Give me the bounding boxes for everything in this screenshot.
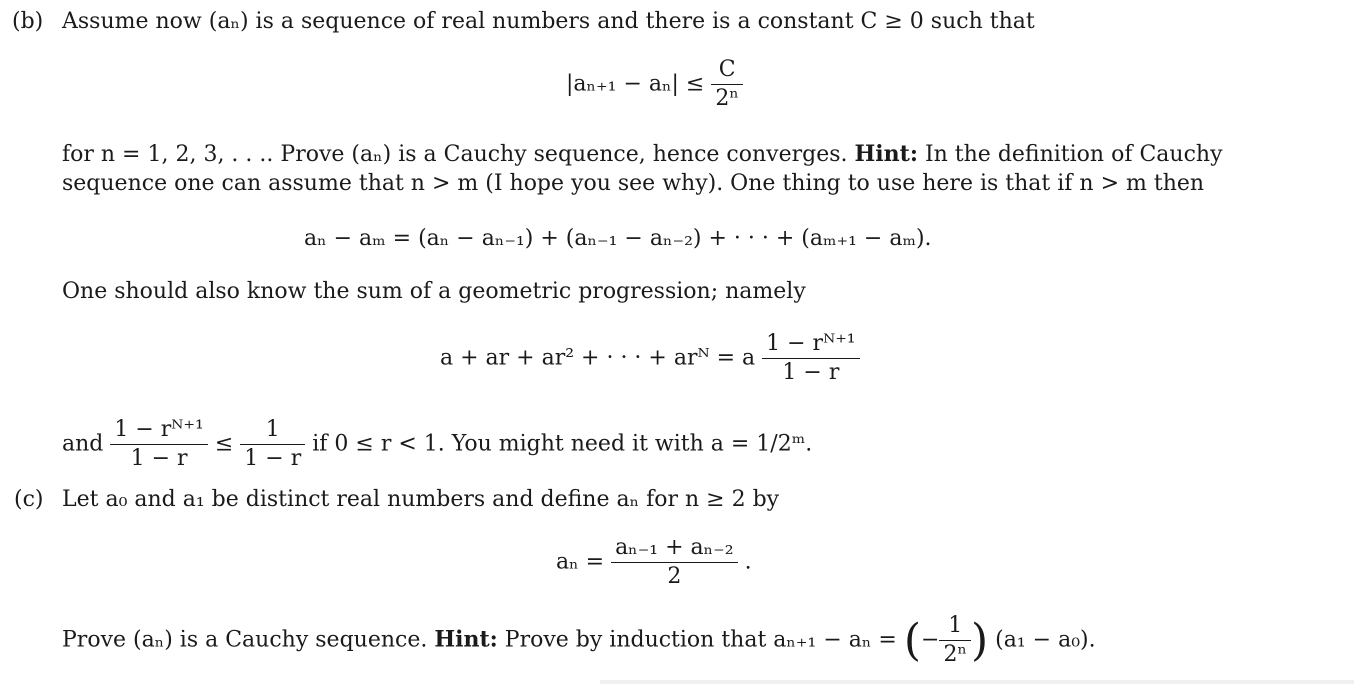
hint-label-b: Hint: — [854, 141, 918, 167]
hint-label-c: Hint: — [434, 626, 498, 653]
recurrence-fraction — [611, 534, 738, 591]
inequality-denominator: 2ⁿ — [715, 86, 739, 111]
telescoping-sum: aₙ − aₘ = (aₙ − aₙ₋₁) + (aₙ₋₁ − aₙ₋₂) + · · · + (aₘ₊₁ − aₘ). — [304, 226, 932, 251]
and-numerator-2: 1 — [240, 416, 305, 445]
leq-sign: ≤ — [214, 431, 234, 457]
geometric-fraction — [762, 330, 859, 387]
recurrence-display — [556, 534, 752, 591]
part-b-label: (b) — [12, 9, 44, 34]
and-tail: if 0 ≤ r < 1. You might need it with a = 1/2ᵐ. — [312, 431, 813, 457]
hint-text-b: In the definition of Cauchy — [924, 142, 1223, 167]
and-inequality-line — [62, 416, 812, 473]
geometric-numerator: 1 − rᴺ⁺¹ — [762, 330, 859, 359]
part-c-label: (c) — [14, 487, 44, 512]
hint-denominator: 2ⁿ — [943, 642, 967, 667]
geometric-intro: One should also know the sum of a geometric progression; namely — [62, 279, 806, 304]
prove-text: Prove (aₙ) is a Cauchy sequence. — [62, 627, 428, 653]
and-denominator-1: 1 − r — [130, 446, 188, 471]
paren-close: ) — [970, 615, 989, 666]
prove-line — [62, 612, 1096, 669]
inequality-fraction — [711, 56, 743, 113]
hint-numerator: 1 — [939, 612, 971, 641]
cauchy-line: sequence one can assume that n > m (I hope you see why). One thing to use here is that if n > m then — [62, 171, 1205, 196]
and-numerator-1: 1 − rᴺ⁺¹ — [110, 416, 207, 445]
minus-sign: − — [921, 627, 940, 653]
recurrence-tail: . — [744, 549, 752, 575]
part-b-intro: Assume now (aₙ) is a sequence of real numbers and there is a constant C ≥ 0 such that — [62, 9, 1035, 34]
paren-open: ( — [903, 615, 922, 666]
and-fraction-1 — [110, 416, 207, 473]
inequality-numerator: C — [711, 56, 743, 85]
recurrence-numerator: aₙ₋₁ + aₙ₋₂ — [611, 534, 738, 563]
bottom-divider — [600, 680, 1354, 684]
part-c-intro: Let a₀ and a₁ be distinct real numbers and define aₙ for n ≥ 2 by — [62, 487, 780, 512]
hint-fraction — [939, 612, 971, 669]
inequality-display — [566, 56, 743, 113]
geometric-denominator: 1 − r — [782, 360, 840, 385]
for-text-line — [62, 140, 1223, 169]
and-denominator-2: 1 − r — [244, 446, 302, 471]
hint-tail: (a₁ − a₀). — [995, 627, 1096, 653]
geometric-lhs: a + ar + ar² + · · · + arᴺ = a — [440, 345, 756, 371]
and-word: and — [62, 431, 104, 457]
geometric-formula — [440, 330, 860, 387]
hint-text-c: Prove by induction that aₙ₊₁ − aₙ = — [504, 627, 897, 653]
recurrence-denominator: 2 — [667, 564, 682, 589]
recurrence-lhs: aₙ = — [556, 549, 605, 575]
for-text: for n = 1, 2, 3, . . .. Prove (aₙ) is a Cauchy sequence, hence converges. — [62, 142, 848, 167]
and-fraction-2 — [240, 416, 305, 473]
inequality-lhs: |aₙ₊₁ − aₙ| ≤ — [566, 71, 705, 97]
